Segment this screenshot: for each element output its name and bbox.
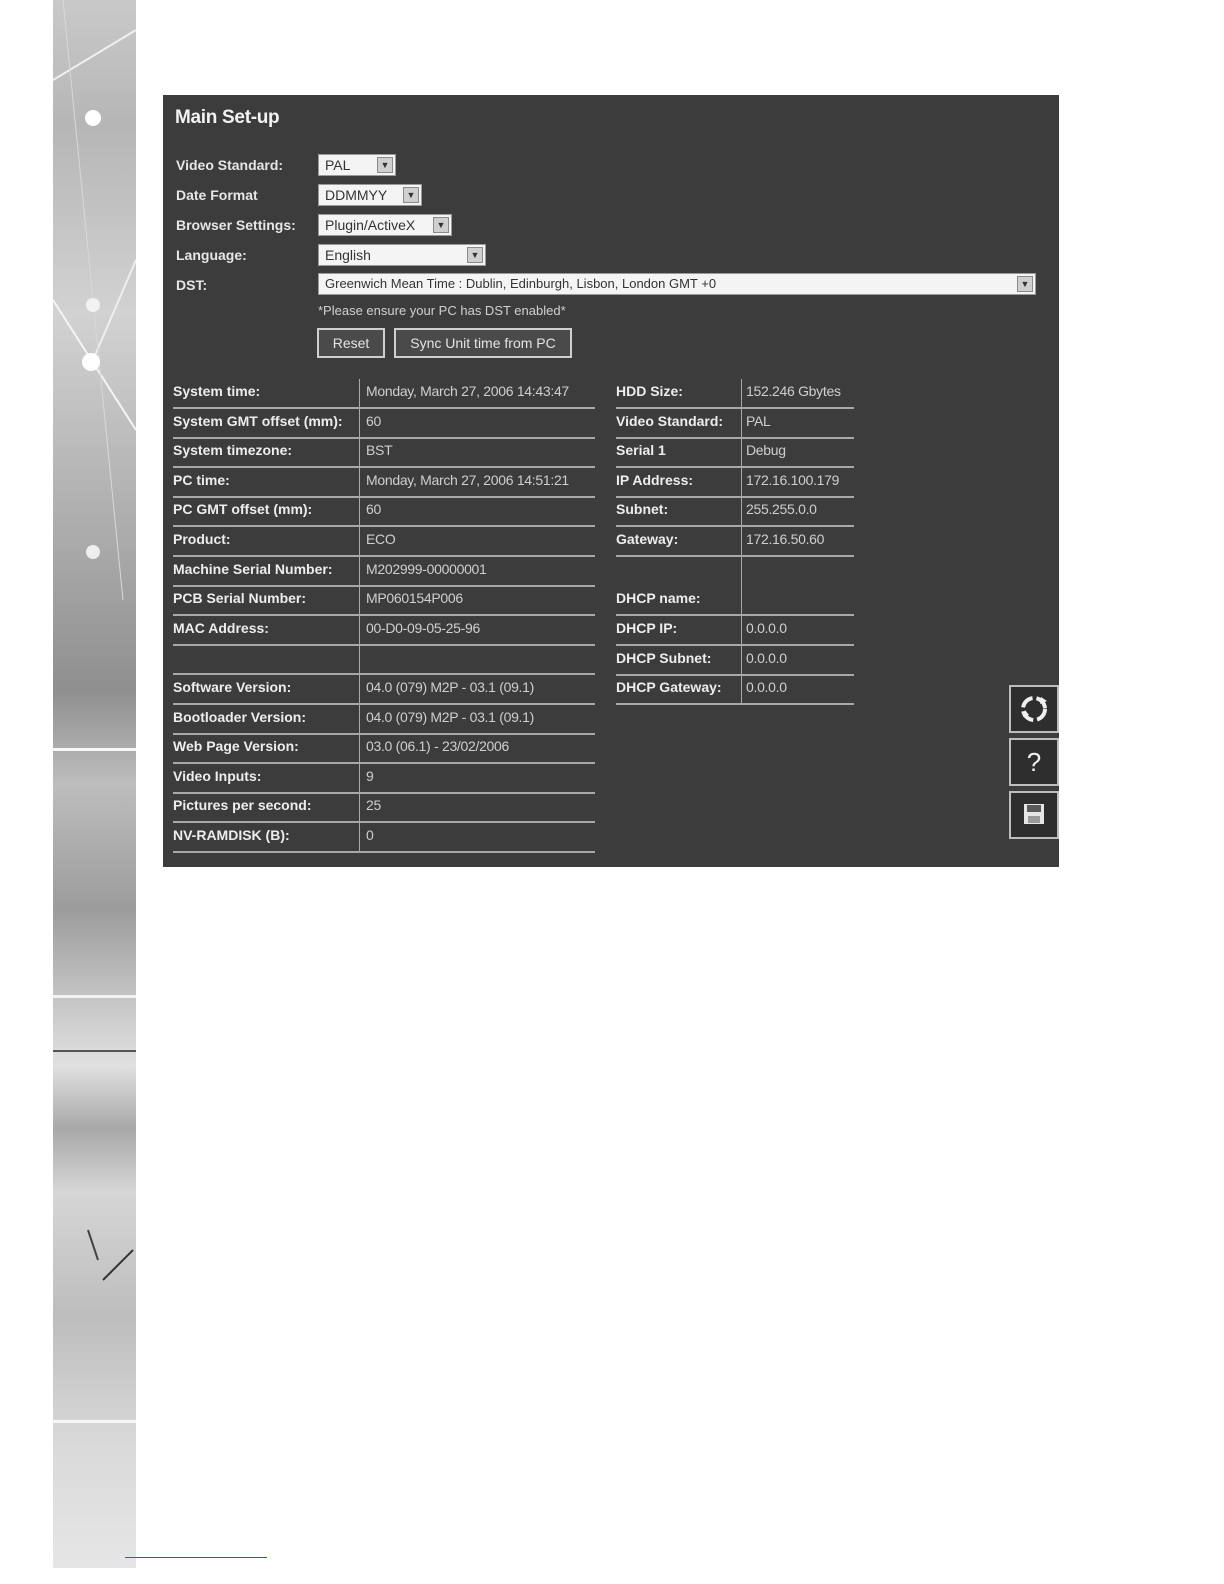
network-info-row (616, 468, 854, 498)
system-info-value: M202999-00000001 (366, 560, 487, 577)
system-info-row (173, 764, 595, 794)
system-info-value: ECO (366, 531, 396, 547)
system-info-row (173, 645, 595, 675)
network-info-row (616, 409, 854, 439)
network-info-value: 172.16.100.179 (746, 471, 840, 488)
chevron-down-icon: ▼ (403, 187, 419, 203)
system-info-value: 04.0 (079) M2P - 03.1 (09.1) (366, 679, 534, 695)
system-info-label: Web Page Version: (173, 738, 299, 755)
save-icon (1011, 793, 1057, 837)
network-info-label: HDD Size: (616, 383, 683, 399)
system-info-value: 00-D0-09-05-25-96 (366, 619, 480, 636)
main-setup-panel (163, 95, 1059, 867)
network-info-row (616, 675, 854, 705)
page-title: Main Set-up (175, 107, 280, 128)
browser-settings-label: Browser Settings: (176, 217, 296, 233)
system-info-label: System time: (173, 383, 261, 399)
system-info-value: 25 (366, 797, 381, 814)
chevron-down-icon: ▼ (377, 157, 393, 173)
system-info-row (173, 675, 595, 705)
system-info-value: 9 (366, 767, 374, 784)
network-table-divider (741, 379, 742, 705)
network-info-row (616, 586, 854, 616)
system-info-label: Video Inputs: (173, 767, 262, 784)
network-info-value: Debug (746, 442, 786, 459)
network-info-label: IP Address: (616, 471, 694, 488)
system-info-value: 0 (366, 827, 374, 843)
refresh-button[interactable] (1009, 685, 1059, 733)
video-standard-label: Video Standard: (176, 157, 284, 173)
system-info-value: 04.0 (079) M2P - 03.1 (09.1) (366, 708, 534, 725)
system-info-row (173, 409, 595, 439)
system-info-row (173, 586, 595, 616)
system-info-label: Machine Serial Number: (173, 560, 333, 577)
video-standard-value: PAL (325, 157, 351, 173)
system-table-divider (359, 379, 360, 853)
date-format-select[interactable] (318, 184, 422, 206)
dst-note: *Please ensure your PC has DST enabled* (318, 303, 566, 318)
system-info-value: 60 (366, 501, 381, 518)
system-info-row (173, 734, 595, 764)
network-info-row (616, 497, 854, 527)
system-info-value: MP060154P006 (366, 590, 463, 607)
browser-settings-value: Plugin/ActiveX (325, 217, 416, 233)
network-info-row (616, 438, 854, 468)
network-info-label: DHCP name: (616, 590, 701, 607)
system-info-row (173, 468, 595, 498)
system-info-value: Monday, March 27, 2006 14:43:47 (366, 383, 569, 399)
chevron-down-icon: ▼ (467, 247, 483, 263)
help-icon: ? (1026, 747, 1042, 777)
dst-select[interactable] (318, 273, 1036, 295)
reset-button[interactable]: Reset (317, 328, 385, 358)
system-info-row (173, 616, 595, 646)
system-info-row (173, 705, 595, 735)
system-info-label: Bootloader Version: (173, 708, 307, 725)
system-info-label: System timezone: (173, 442, 293, 459)
sync-time-button[interactable]: Sync Unit time from PC (394, 328, 572, 358)
footer-rule (125, 1557, 267, 1558)
network-info-label: Video Standard: (616, 412, 724, 429)
save-button[interactable] (1009, 791, 1059, 839)
network-info-row (616, 379, 854, 409)
system-info-row (173, 793, 595, 823)
system-info-value: BST (366, 442, 393, 459)
system-info-value: 03.0 (06.1) - 23/02/2006 (366, 738, 510, 755)
network-info-row (616, 616, 854, 646)
dst-value: Greenwich Mean Time : Dublin, Edinburgh, Lisbon, London GMT +0 (325, 276, 717, 291)
system-info-label: PC GMT offset (mm): (173, 501, 313, 518)
network-info-value: 0.0.0.0 (746, 620, 787, 637)
language-select[interactable] (318, 244, 486, 266)
system-info-label: MAC Address: (173, 619, 269, 636)
system-info-label: Software Version: (173, 679, 292, 695)
network-info-value: 172.16.50.60 (746, 531, 825, 547)
network-info-label: Gateway: (616, 531, 679, 547)
language-value: English (325, 247, 371, 263)
network-info-label: Serial 1 (616, 442, 666, 459)
network-info-row (616, 527, 854, 557)
system-info-label: PCB Serial Number: (173, 590, 307, 607)
chevron-down-icon: ▼ (433, 217, 449, 233)
network-info-label: DHCP IP: (616, 620, 678, 637)
system-info-row (173, 379, 595, 409)
network-info-value: 152.246 Gbytes (746, 383, 841, 399)
browser-settings-select[interactable] (318, 214, 452, 236)
date-format-value: DDMMYY (325, 187, 388, 203)
dst-label: DST: (176, 277, 208, 293)
network-info-label: DHCP Subnet: (616, 649, 712, 666)
chevron-down-icon: ▼ (1017, 276, 1033, 292)
network-info-row (616, 646, 854, 676)
network-info-value: 0.0.0.0 (746, 649, 787, 666)
system-info-row (173, 557, 595, 587)
language-label: Language: (176, 247, 247, 263)
date-format-label: Date Format (176, 187, 258, 203)
help-button[interactable] (1009, 738, 1059, 786)
system-info-value: Monday, March 27, 2006 14:51:21 (366, 471, 569, 488)
network-info-value: PAL (746, 412, 771, 429)
system-info-label: System GMT offset (mm): (173, 412, 343, 429)
network-info-value: 0.0.0.0 (746, 679, 787, 696)
system-info-row (173, 438, 595, 468)
system-info-label: PC time: (173, 471, 230, 488)
decorative-side-strip (53, 0, 136, 1568)
system-info-row (173, 497, 595, 527)
system-info-row (173, 823, 595, 853)
system-info-value: 60 (366, 412, 381, 429)
network-info-value: 255.255.0.0 (746, 501, 817, 518)
system-info-row (173, 527, 595, 557)
system-info-label: Product: (173, 531, 231, 547)
network-info-label: DHCP Gateway: (616, 679, 722, 696)
network-info-label: Subnet: (616, 501, 669, 518)
system-info-label: Pictures per second: (173, 797, 312, 814)
system-info-label: NV-RAMDISK (B): (173, 827, 290, 843)
video-standard-select[interactable] (318, 154, 396, 176)
recycle-icon (1011, 687, 1057, 731)
